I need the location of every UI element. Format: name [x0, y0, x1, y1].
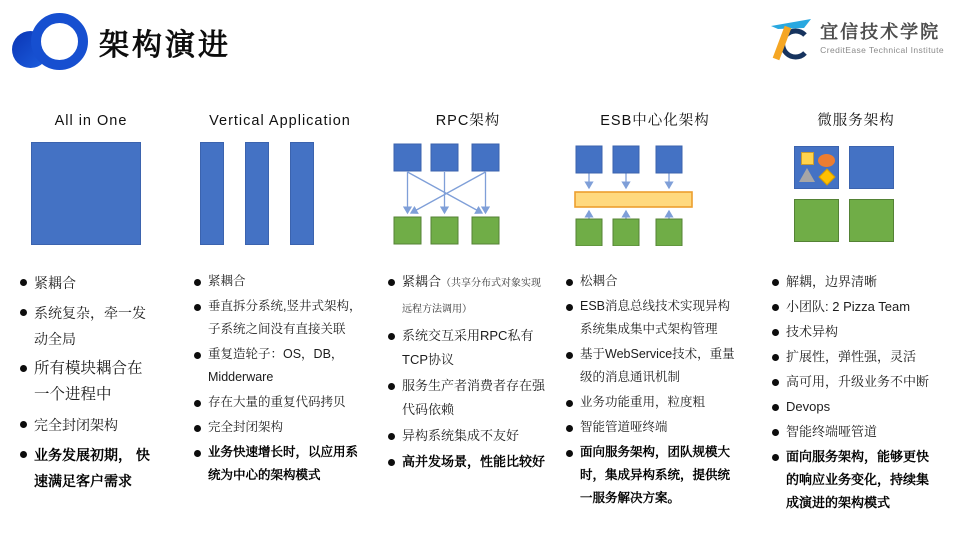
- brand-logo: [768, 16, 944, 62]
- square-shape-icon: [801, 152, 814, 165]
- monolith-block: [31, 142, 141, 245]
- bullet-text: 高并发场景，性能比较好: [402, 454, 546, 469]
- bullet-dot-icon: [388, 279, 395, 286]
- bullet-text: 小团队: 2 Pizza Team: [786, 299, 911, 314]
- bullet-item: [566, 391, 742, 414]
- page-title: 架构演进: [99, 29, 231, 62]
- bullet-text: 紧耦合: [34, 275, 76, 291]
- bullet-item: [388, 424, 546, 448]
- esb-system-block: [613, 146, 639, 173]
- bullet-text: 扩展性，弹性强，灵活: [786, 349, 917, 364]
- column-esb: [562, 110, 748, 512]
- vertical-bars-diagram: [190, 142, 370, 246]
- bullet-dot-icon: [388, 383, 395, 390]
- bullet-dot-icon: [194, 450, 201, 457]
- bullet-item: [566, 343, 742, 389]
- bullet-item: [194, 270, 364, 293]
- bullet-text: 紧耦合: [208, 274, 246, 288]
- bullet-list: [768, 270, 944, 514]
- bullet-item: [20, 442, 152, 494]
- bullet-dot-icon: [566, 400, 573, 407]
- bullet-item: [772, 370, 934, 393]
- bullet-list: [562, 270, 748, 510]
- bullet-text: 完全封闭架构: [34, 417, 118, 433]
- bullet-text: 基于WebService技术，重量级的消息通讯机制: [580, 347, 735, 384]
- column-header: 微服务架构: [817, 113, 895, 129]
- bullet-dot-icon: [566, 425, 573, 432]
- bullet-dot-icon: [566, 279, 573, 286]
- microservice-block: [794, 199, 839, 242]
- column-header: Vertical Application: [209, 113, 351, 129]
- bullet-item: [566, 270, 742, 293]
- bullet-item: [566, 441, 742, 510]
- bullet-dot-icon: [388, 433, 395, 440]
- bullet-text: 面向服务架构，团队规模大时，集成异构系统，提供统一服务解决方案。: [580, 445, 731, 505]
- bullet-text: 业务发展初期， 快速满足客户需求: [34, 447, 150, 489]
- bullet-dot-icon: [194, 400, 201, 407]
- esb-service-block: [576, 219, 602, 246]
- rpc-diagram: [384, 142, 552, 246]
- diamond-shape-icon: [819, 169, 836, 186]
- bullet-dot-icon: [194, 279, 201, 286]
- rpc-consumer-block: [431, 217, 458, 244]
- bullet-dot-icon: [194, 352, 201, 359]
- bullet-text: 异构系统集成不友好: [402, 428, 520, 443]
- column-header: All in One: [54, 113, 128, 129]
- bullet-item: [194, 391, 364, 414]
- bullet-dot-icon: [20, 365, 27, 372]
- bullet-text: Devops: [786, 399, 831, 414]
- bullet-dot-icon: [772, 329, 779, 336]
- triangle-shape-icon: [799, 168, 815, 182]
- esb-bus-bar: [575, 192, 692, 207]
- rpc-consumer-block: [394, 217, 421, 244]
- bullet-text: 松耦合: [580, 274, 618, 288]
- bullet-dot-icon: [772, 404, 779, 411]
- bullet-dot-icon: [194, 425, 201, 432]
- bullet-text: 智能管道哑终端: [580, 420, 668, 434]
- bullet-item: [772, 445, 934, 514]
- brand-name-cn: 宜信技术学院: [820, 21, 941, 42]
- column-header: ESB中心化架构: [600, 113, 710, 129]
- bullet-list: [384, 270, 552, 474]
- bullet-item: [20, 412, 152, 438]
- app-bar: [290, 142, 314, 245]
- bullet-item: [20, 270, 152, 296]
- bullet-text: 智能终端哑管道: [786, 424, 878, 439]
- column-vertical-application: [190, 110, 370, 489]
- brand-name-en: CreditEase Technical Institute: [820, 44, 944, 55]
- bullet-text-small: （共享分布式对象实现远程方法调用）: [402, 278, 542, 315]
- bullet-item: [772, 295, 934, 318]
- bullet-item: [20, 300, 152, 352]
- esb-service-block: [656, 219, 682, 246]
- bullet-item: [388, 374, 546, 422]
- bullet-dot-icon: [20, 279, 27, 286]
- bullet-item: [772, 345, 934, 368]
- rpc-consumer-block: [472, 217, 499, 244]
- bullet-text: 重复造轮子：OS，DB，Midderware: [208, 347, 344, 384]
- rpc-provider-block: [472, 144, 499, 171]
- bullet-list: [16, 270, 166, 494]
- bullet-item: [772, 395, 934, 418]
- esb-service-block: [613, 219, 639, 246]
- bullet-dot-icon: [772, 304, 779, 311]
- bullet-item: [388, 270, 546, 322]
- bullet-text: 完全封闭架构: [208, 420, 284, 434]
- bullet-text: 垂直拆分系统,竖井式架构，子系统之间没有直接关联: [208, 299, 362, 336]
- bullet-text: 解耦，边界清晰: [786, 274, 878, 289]
- app-bar: [200, 142, 224, 245]
- bullet-item: [772, 320, 934, 343]
- rpc-provider-block: [431, 144, 458, 171]
- bullet-text: 系统交互采用RPC私有TCP协议: [402, 328, 534, 367]
- bullet-item: [194, 295, 364, 341]
- rpc-provider-block: [394, 144, 421, 171]
- bullet-dot-icon: [772, 429, 779, 436]
- monolith-diagram: [16, 142, 166, 246]
- esb-diagram: [562, 142, 748, 246]
- esb-system-block: [656, 146, 682, 173]
- bullet-dot-icon: [772, 379, 779, 386]
- slide-logo-ring-icon: [31, 13, 88, 70]
- bullet-item: [194, 441, 364, 487]
- bullet-item: [194, 343, 364, 389]
- bullet-item: [388, 450, 546, 474]
- bullet-dot-icon: [194, 304, 201, 311]
- bullet-item: [566, 295, 742, 341]
- tc-logo-icon: [768, 16, 812, 62]
- bullet-text: 技术异构: [786, 324, 839, 339]
- bullet-text: 存在大量的重复代码拷贝: [208, 395, 346, 409]
- bullet-dot-icon: [20, 309, 27, 316]
- bullet-text: 业务快速增长时，以应用系统为中心的架构模式: [208, 445, 359, 482]
- bullet-dot-icon: [772, 354, 779, 361]
- bullet-item: [194, 416, 364, 439]
- microservice-block: [849, 199, 894, 242]
- app-bar: [245, 142, 269, 245]
- bullet-item: [20, 356, 152, 408]
- column-header: RPC架构: [435, 113, 501, 129]
- bullet-dot-icon: [566, 352, 573, 359]
- bullet-dot-icon: [388, 459, 395, 466]
- bullet-text: 业务功能重用，粒度粗: [580, 395, 706, 409]
- bullet-dot-icon: [772, 454, 779, 461]
- bullet-item: [566, 416, 742, 439]
- bullet-text: 所有模块耦合在一个进程中: [34, 360, 143, 403]
- column-rpc: [384, 110, 552, 476]
- microservice-block-mixed: [794, 146, 839, 189]
- microservices-diagram: [768, 142, 944, 246]
- bullet-item: [772, 270, 934, 293]
- column-all-in-one: [16, 110, 166, 498]
- bullet-text: 高可用，升级业务不中断: [786, 374, 930, 389]
- bullet-dot-icon: [20, 421, 27, 428]
- bullet-list: [190, 270, 370, 487]
- bullet-text: 系统复杂，牵一发动全局: [34, 305, 146, 347]
- esb-system-block: [576, 146, 602, 173]
- bullet-dot-icon: [566, 450, 573, 457]
- bullet-text: 面向服务架构，能够更快的响应业务变化，持续集成演进的架构模式: [786, 449, 930, 510]
- bullet-text: 服务生产者消费者存在强代码依赖: [402, 378, 546, 417]
- bullet-dot-icon: [566, 304, 573, 311]
- bullet-dot-icon: [772, 279, 779, 286]
- bullet-item: [388, 324, 546, 372]
- bullet-item: [772, 420, 934, 443]
- bullet-dot-icon: [20, 451, 27, 458]
- ellipse-shape-icon: [818, 154, 835, 167]
- bullet-text: ESB消息总线技术实现异构系统集成集中式架构管理: [580, 299, 731, 336]
- microservice-block: [849, 146, 894, 189]
- bullet-text: 紧耦合（共享分布式对象实现远程方法调用）: [402, 274, 542, 315]
- bullet-dot-icon: [388, 333, 395, 340]
- column-microservices: [768, 110, 944, 516]
